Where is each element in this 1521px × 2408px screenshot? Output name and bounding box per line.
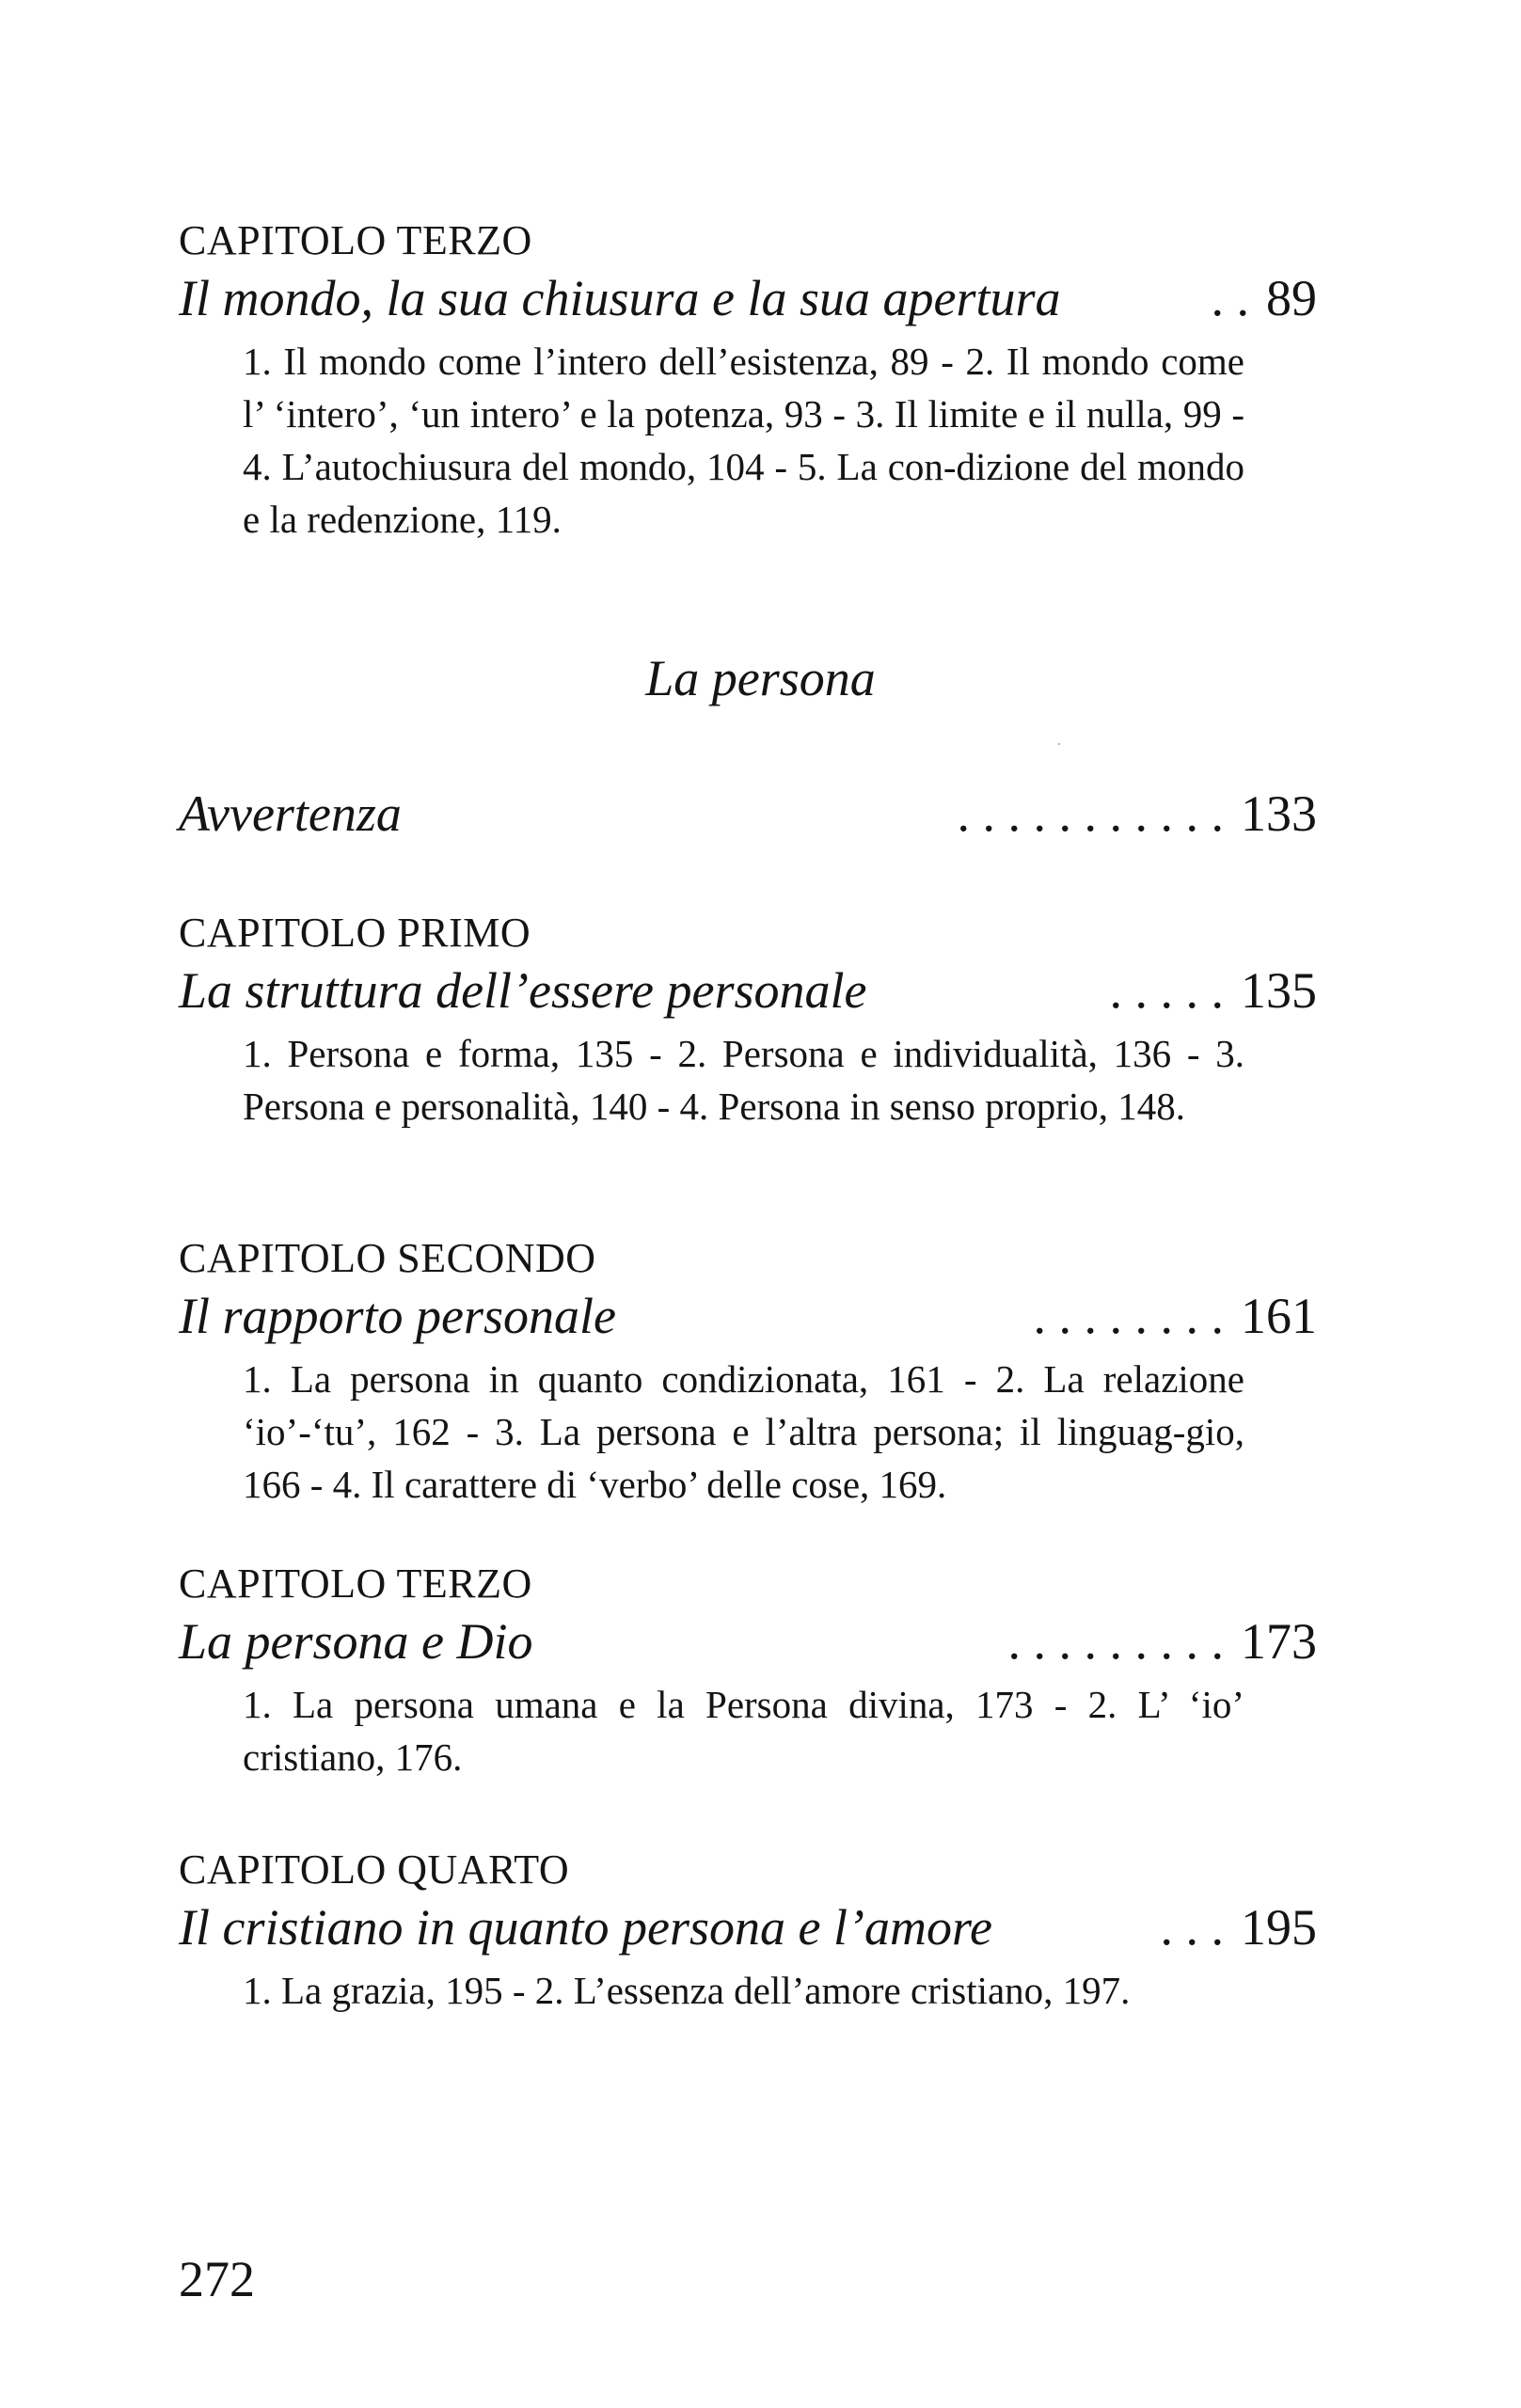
chapter-title: Il rapporto personale bbox=[179, 1288, 616, 1344]
toc-entry-line bbox=[179, 1896, 1317, 1958]
toc-entry-capitolo-quarto bbox=[179, 1844, 1317, 2017]
toc-entry-line bbox=[179, 783, 1317, 845]
toc-entry-capitolo-primo bbox=[179, 907, 1317, 1133]
page-number: 135 bbox=[1241, 962, 1317, 1019]
page-number: 161 bbox=[1241, 1288, 1317, 1344]
page-number: 89 bbox=[1266, 270, 1317, 326]
paper-speck bbox=[1058, 743, 1060, 745]
chapter-summary: 1. La persona in quanto condizionata, 161 - 2. La relazione ‘io’-‘tu’, 162 - 3. La persona e l’altra persona; il linguag-gio, 166 - 4. Il carattere di ‘verbo’ delle cose, 169. bbox=[243, 1357, 1244, 1506]
page-number: 195 bbox=[1241, 1899, 1317, 1956]
section-title: La persona bbox=[645, 650, 876, 706]
toc-entry-capitolo-terzo bbox=[179, 1558, 1317, 1783]
dot-leader: . . . . . . . . bbox=[1033, 1288, 1224, 1344]
chapter-summary: 1. La persona umana e la Persona divina, 173 - 2. L’ ‘io’ cristiano, 176. bbox=[243, 1683, 1244, 1779]
entry-title: Avvertenza bbox=[179, 785, 402, 842]
chapter-label: CAPITOLO QUARTO bbox=[179, 1846, 570, 1893]
toc-entry-avvertenza bbox=[179, 783, 1317, 845]
dot-leader: . . . . . bbox=[1109, 962, 1224, 1019]
toc-entry-il-mondo bbox=[179, 214, 1317, 546]
dot-leader: . . . bbox=[1160, 1899, 1224, 1956]
toc-entry-line bbox=[179, 267, 1317, 329]
dot-leader: . . . . . . . . . bbox=[1007, 1613, 1224, 1670]
dot-leader: . . bbox=[1211, 270, 1249, 326]
chapter-label: CAPITOLO TERZO bbox=[179, 1560, 532, 1607]
chapter-summary: 1. La grazia, 195 - 2. L’essenza dell’amore cristiano, 197. bbox=[243, 1969, 1131, 2012]
chapter-title: Il cristiano in quanto persona e l’amore bbox=[179, 1899, 992, 1956]
folio-page-number: 272 bbox=[179, 2251, 255, 2307]
chapter-summary: 1. Il mondo come l’intero dell’esistenza, 89 - 2. Il mondo come l’ ‘intero’, ‘un intero’ e la potenza, 93 - 3. Il limite e il nulla, 99 - 4. L’autochiusura del mondo, 104 - 5. La con-dizione del mondo e la redenzione, 119. bbox=[243, 340, 1244, 541]
toc-entry-line bbox=[179, 959, 1317, 1022]
chapter-label: CAPITOLO TERZO bbox=[179, 217, 532, 263]
chapter-label: CAPITOLO PRIMO bbox=[179, 910, 531, 956]
chapter-summary: 1. Persona e forma, 135 - 2. Persona e individualità, 136 - 3. Persona e personalità, 140 - 4. Persona in senso proprio, 148. bbox=[243, 1032, 1244, 1128]
page-number: 173 bbox=[1241, 1613, 1317, 1670]
chapter-title: La persona e Dio bbox=[179, 1613, 533, 1670]
chapter-label: CAPITOLO SECONDO bbox=[179, 1235, 596, 1281]
toc-entry-line bbox=[179, 1285, 1317, 1347]
chapter-title: La struttura dell’essere personale bbox=[179, 962, 867, 1019]
dot-leader: . . . . . . . . . . . bbox=[957, 785, 1224, 842]
toc-entry-capitolo-secondo bbox=[179, 1232, 1317, 1511]
page-number: 133 bbox=[1241, 785, 1317, 842]
chapter-title: Il mondo, la sua chiusura e la sua apertura bbox=[179, 270, 1061, 326]
toc-entry-line bbox=[179, 1610, 1317, 1672]
